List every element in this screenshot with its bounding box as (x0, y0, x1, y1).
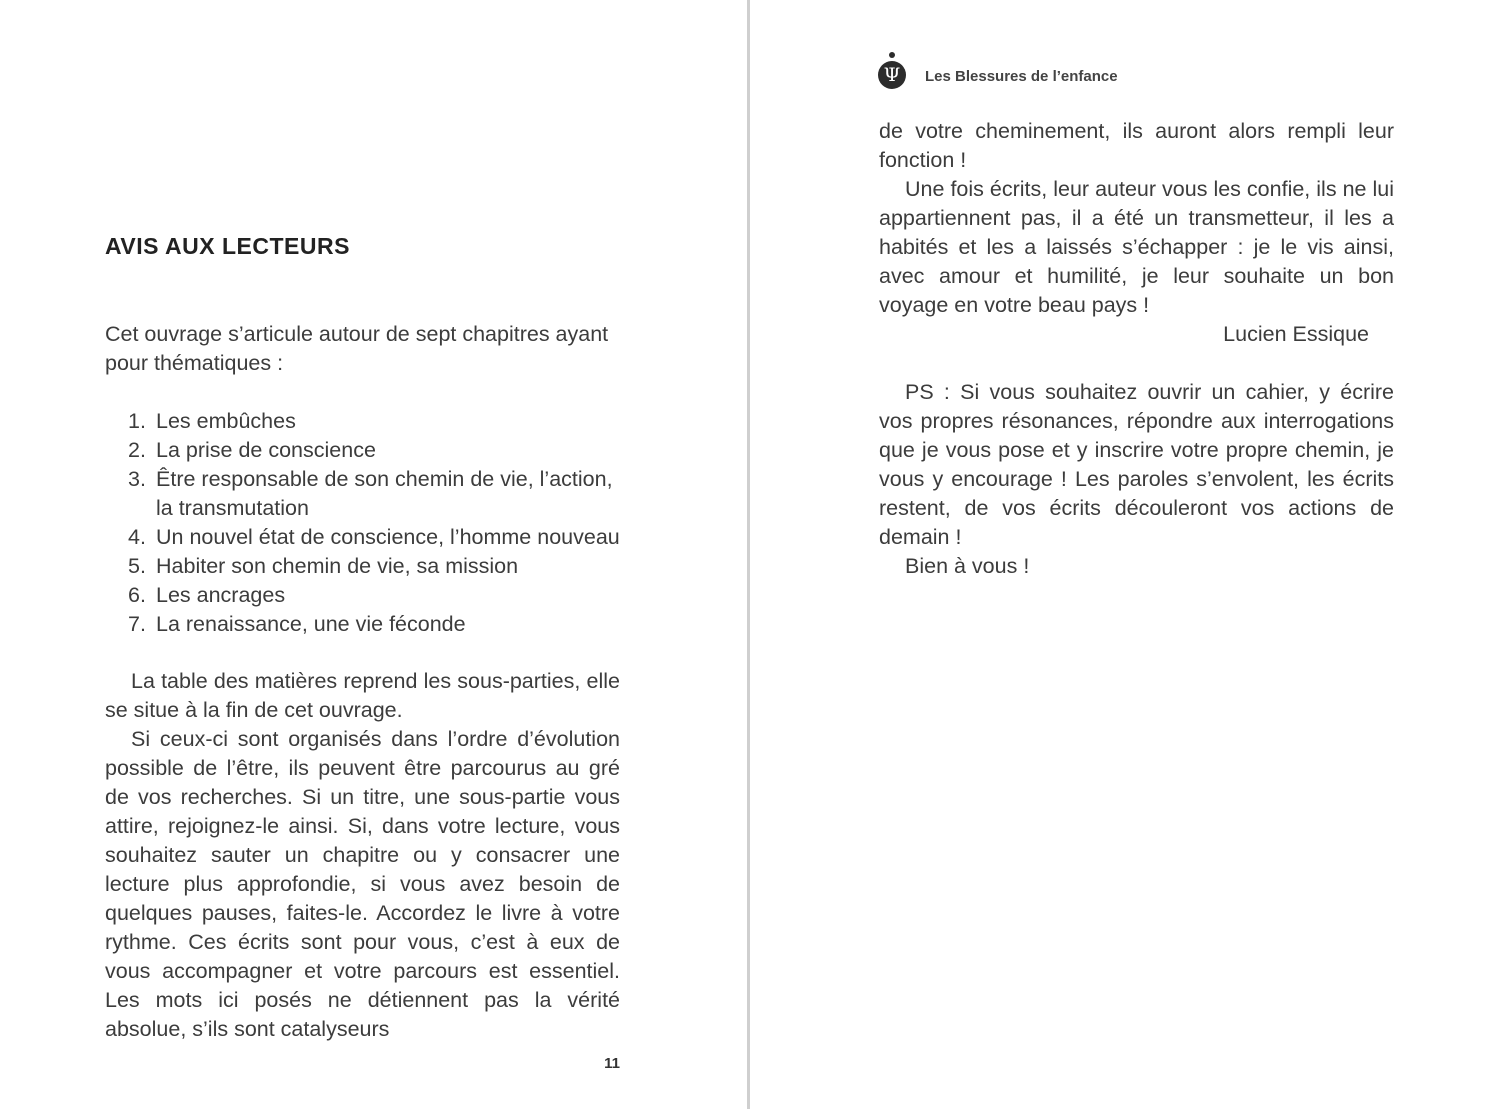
chapter-label: Un nouvel état de conscience, l’homme nouveau (156, 525, 620, 549)
chapter-number: 5. (128, 554, 146, 578)
chapter-item (128, 436, 623, 465)
running-title: Les Blessures de l’enfance (925, 68, 1118, 85)
chapter-label: La prise de conscience (156, 438, 376, 462)
chapter-number: 2. (128, 438, 146, 462)
body-text-right (879, 117, 1394, 349)
right-page (750, 0, 1500, 1109)
logo-disc: Ψ (878, 61, 906, 89)
paragraph: de votre cheminement, ils auront alors rempli leur fonction ! (879, 119, 1394, 172)
chapter-item (128, 610, 623, 639)
postscript (879, 378, 1394, 581)
closing: Bien à vous ! (905, 554, 1030, 578)
paragraph: Une fois écrits, leur auteur vous les confie, ils ne lui appartiennent pas, il a été un transmetteur, il les a habités et les a laissés s’échapper : je le vis ainsi, avec amour et humilité, je leur souhaite un bon voyage en votre beau pays ! (879, 177, 1394, 317)
page-number: 11 (604, 1055, 620, 1072)
chapter-number: 3. (128, 467, 146, 491)
chapter-item (128, 581, 623, 610)
intro-text: Cet ouvrage s’articule autour de sept chapitres ayant pour thématiques : (105, 322, 609, 375)
ps-paragraph: PS : Si vous souhaitez ouvrir un cahier, y écrire vos propres résonances, répondre aux interrogations que je vous pose et y inscrire votre propre chemin, je vous y encourage ! Les paroles s’envolent, les écrits restent, de vos écrits découleront vos actions de demain ! (879, 380, 1394, 549)
paragraph: La table des matières reprend les sous-parties, elle se situe à la fin de cet ouvrage. (105, 669, 620, 722)
chapter-label: Être responsable de son chemin de vie, l’action, la transmutation (156, 467, 613, 520)
chapter-label: La renaissance, une vie féconde (156, 612, 466, 636)
body-text-left (105, 667, 620, 1044)
chapter-number: 1. (128, 409, 146, 433)
chapter-label: Les embûches (156, 409, 296, 433)
chapter-item (128, 523, 623, 552)
chapter-list (128, 407, 623, 639)
chapter-number: 6. (128, 583, 146, 607)
running-head (878, 52, 1118, 92)
intro-paragraph (105, 320, 620, 378)
chapter-item (128, 407, 623, 436)
chapter-item (128, 552, 623, 581)
chapter-label: Les ancrages (156, 583, 286, 607)
psi-logo-icon (878, 52, 906, 92)
left-page (0, 0, 747, 1109)
chapter-item (128, 465, 623, 523)
logo-dot (889, 52, 895, 58)
chapter-label: Habiter son chemin de vie, sa mission (156, 554, 519, 578)
chapter-number: 7. (128, 612, 146, 636)
paragraph: Si ceux-ci sont organisés dans l’ordre d’évolution possible de l’être, ils peuvent être parcourus au gré de vos recherches. Si un titre, une sous-partie vous attire, rejoignez-le ainsi. Si, dans votre lecture, vous souhaitez sauter un chapitre ou y consacrer une lecture plus approfondie, si vous avez besoin de quelques pauses, faites-le. Accordez le livre à votre rythme. Ces écrits sont pour vous, c’est à eux de vous accompagner et votre parcours est essentiel. Les mots ici posés ne détiennent pas la vérité absolue, s’ils sont catalyseurs (105, 727, 620, 1041)
section-heading: AVIS AUX LECTEURS (105, 233, 350, 259)
signature: Lucien Essique (1223, 322, 1369, 346)
chapter-number: 4. (128, 525, 146, 549)
